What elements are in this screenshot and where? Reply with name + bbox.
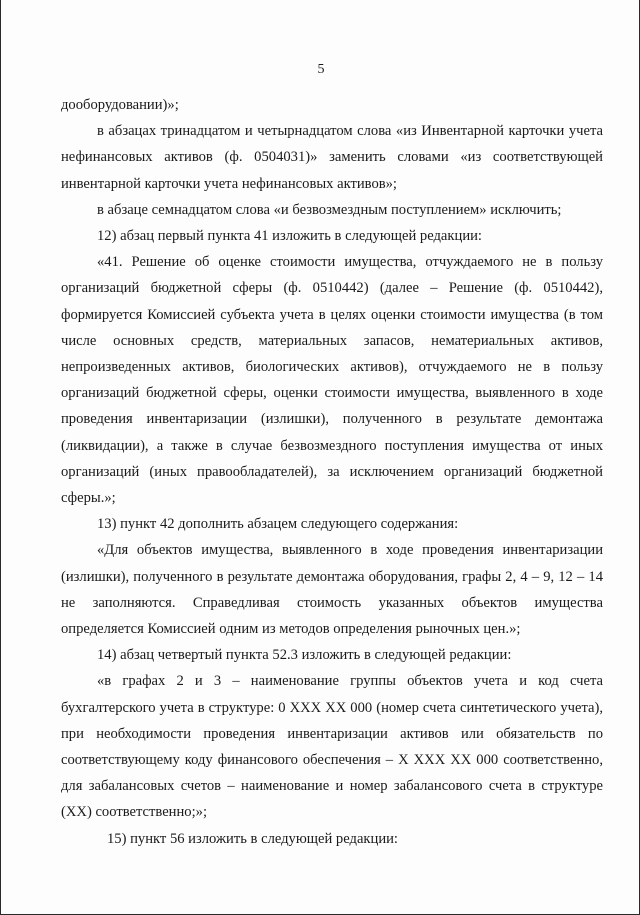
paragraph-clause-41: «41. Решение об оценке стоимости имущества, отчуждаемого не в пользу организаций бюджетной сферы (ф. 0510442) (далее – Решение (ф. 0510442), формируется Комиссией субъекта учета в целях оценки стоимости имущества (в том числе основных средств, материальных запасов, нематериальных активов, непроизведенных активов, биологических активов), отчуждаемого не в пользу организаций бюджетной сферы, оценки стоимости имущества, выявленного в ходе проведения инвентаризации (излишки), полученного в результате демонтажа (ликвидации), а также в случае безвозмездного поступления имущества от иных организаций (иных правообладателей), за исключением организаций бюджетной сферы.»; — [61, 254, 603, 507]
paragraph-item-14: 14) абзац четвертый пункта 52.3 изложить в следующей редакции: — [97, 647, 512, 664]
page-number: 5 — [317, 62, 325, 77]
paragraph-item-15: 15) пункт 56 изложить в следующей редакции: — [107, 830, 398, 847]
paragraph-clause-42-addition: «Для объектов имущества, выявленного в ходе проведения инвентаризации (излишки), полученного в результате демонтажа оборудования, графы 2, 4 – 9, 12 – 14 не заполняются. Справедливая стоимость указанных объектов имущества определяется Комиссией одним из методов определения рыночных цен.»; — [61, 542, 603, 638]
paragraph-item-13: 13) пункт 42 дополнить абзацем следующего содержания: — [97, 516, 459, 533]
paragraph-item-12: 12) абзац первый пункта 41 изложить в следующей редакции: — [97, 228, 482, 245]
document-body — [61, 92, 603, 852]
paragraph-abzats-17: в абзаце семнадцатом слова «и безвозмездным поступлением» исключить; — [97, 201, 562, 218]
paragraph-continuation: дооборудовании)»; — [61, 97, 179, 113]
paragraph-clause-52-3: «в графах 2 и 3 – наименование группы объектов учета и код счета бухгалтерского учета в структуре: 0 XXX XX 000 (номер счета синтетического учета), при необходимости проведения инвентаризации активов или обязательств по соответствующему коду финансового обеспечения – X XXX XX 000 соответственно, для забалансовых счетов – наименование и номер забалансового счета в структуре (XX) соответственно;»; — [61, 673, 603, 821]
paragraph-abzats-13-14: в абзацах тринадцатом и четырнадцатом слова «из Инвентарной карточки учета нефинансовых активов (ф. 0504031)» заменить словами «из соответствующей инвентарной карточки учета нефинансовых активов»; — [61, 123, 603, 192]
